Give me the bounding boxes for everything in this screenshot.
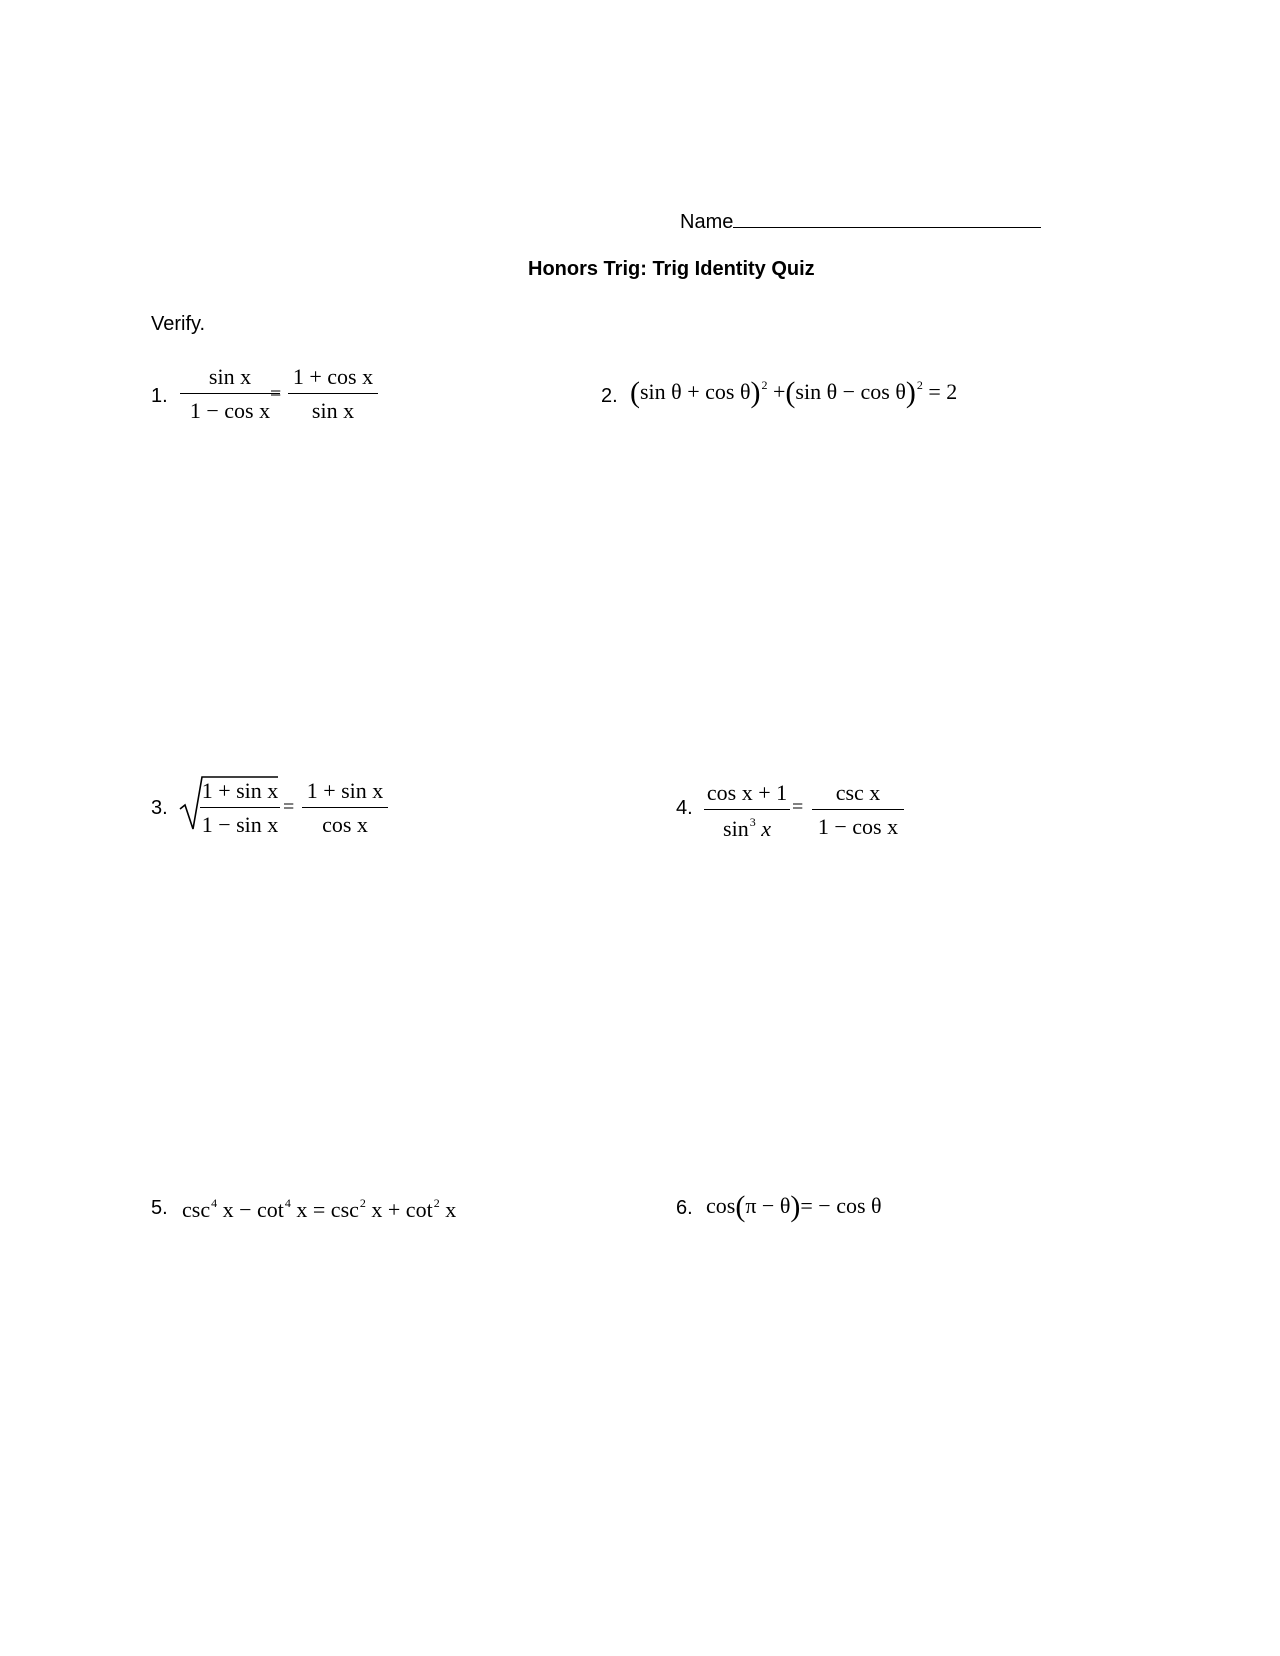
variable: x	[761, 816, 771, 841]
rhs-fraction	[812, 782, 904, 838]
problem-number: 3.	[151, 797, 168, 819]
term-1: sin θ + cos θ	[640, 379, 751, 404]
term-2: sin θ − cos θ	[795, 379, 906, 404]
numerator: sin x	[208, 364, 252, 389]
problem-number: 1.	[151, 385, 168, 407]
exponent: 2	[761, 378, 768, 392]
exponent: 2	[359, 1196, 366, 1210]
problem-number: 2.	[601, 385, 618, 407]
lhs-fraction	[200, 780, 280, 836]
term-cot: x − cot	[222, 1197, 284, 1222]
name-label: Name	[680, 211, 734, 233]
equals-sign: =	[270, 383, 282, 405]
numerator: 1 + sin x	[201, 778, 279, 803]
problem-number: 6.	[676, 1197, 693, 1219]
denominator: sin x	[311, 398, 355, 423]
fraction-bar	[288, 393, 378, 394]
equals-sign: =	[283, 796, 295, 818]
rhs-value: = − cos θ	[800, 1193, 882, 1218]
rhs-fraction	[302, 780, 388, 836]
fraction-bar	[302, 807, 388, 808]
denominator	[704, 816, 790, 840]
problem-number: 5.	[151, 1197, 168, 1219]
exponent: 4	[211, 1196, 218, 1210]
variable: x	[445, 1197, 457, 1222]
plus-sign: +	[772, 379, 786, 404]
page-title: Honors Trig: Trig Identity Quiz	[528, 258, 815, 280]
problem-number: 4.	[676, 797, 693, 819]
denominator: 1 − sin x	[201, 812, 279, 837]
instructions: Verify.	[151, 313, 206, 335]
denominator: cos x	[322, 812, 368, 837]
argument: π − θ	[745, 1193, 791, 1218]
denominator: 1 − cos x	[189, 398, 271, 423]
fraction-bar	[200, 807, 280, 808]
lhs-fraction	[704, 782, 790, 840]
numerator: cos x + 1	[706, 780, 788, 805]
fraction-bar	[812, 809, 904, 810]
sin-fn: sin	[723, 816, 749, 841]
rhs-value: = 2	[928, 379, 958, 404]
exponent: 2	[916, 378, 923, 392]
numerator: 1 + cos x	[292, 364, 374, 389]
term-csc: csc	[182, 1197, 211, 1222]
identity-expression: (sin θ + cos θ)$^2$ +(sin θ − cos θ)$^2$ = 2	[630, 376, 958, 409]
cos-fn: cos	[706, 1193, 736, 1218]
equals-sign: =	[792, 796, 804, 818]
identity-expression	[182, 1197, 456, 1221]
rhs-fraction	[288, 366, 378, 422]
term-cot-squared: x + cot	[371, 1197, 433, 1222]
lhs-fraction	[180, 366, 280, 422]
numerator: 1 + sin x	[306, 778, 384, 803]
term-csc-squared: x = csc	[296, 1197, 359, 1222]
exponent: 4	[284, 1196, 291, 1210]
exponent: 3	[749, 815, 756, 829]
fraction-bar	[180, 393, 280, 394]
name-field[interactable]	[680, 205, 1041, 234]
identity-expression: cos(π − θ)= − cos θ	[706, 1190, 882, 1223]
denominator: 1 − cos x	[817, 814, 899, 839]
exponent: 2	[433, 1196, 440, 1210]
numerator: csc x	[835, 780, 881, 805]
fraction-bar	[704, 809, 790, 810]
name-underline	[733, 205, 1041, 228]
